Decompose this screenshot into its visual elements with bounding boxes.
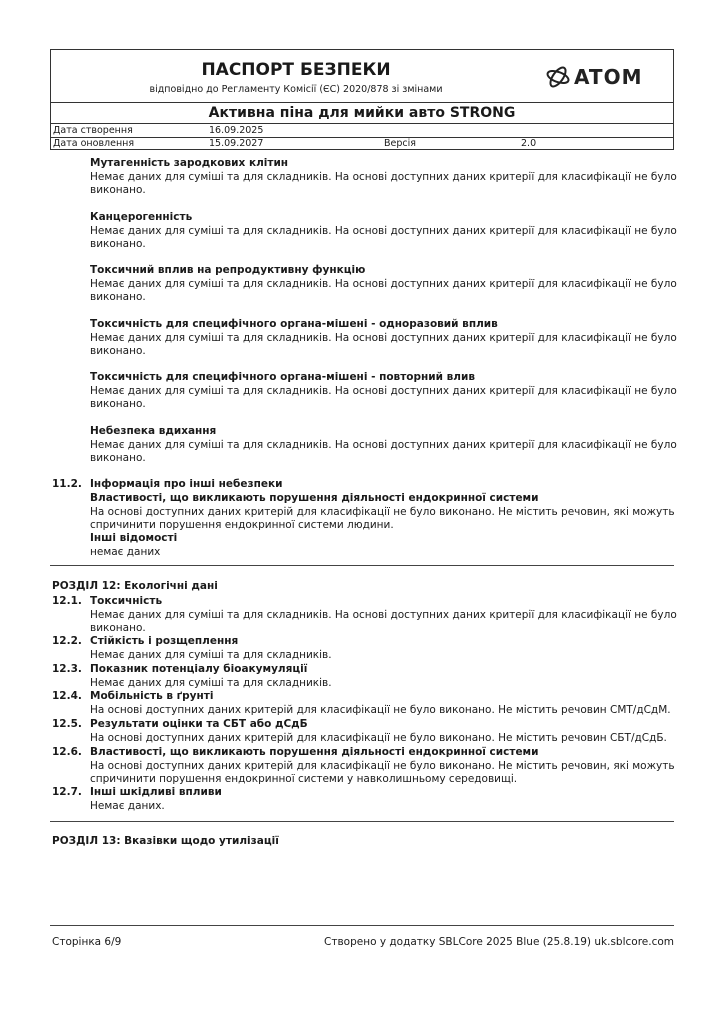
paragraph-line: виконано.	[90, 452, 146, 464]
created-value: 16.09.2025	[209, 125, 264, 136]
subsection-title: Токсичність для специфічного органа-мішені - повторний влив	[90, 371, 475, 383]
paragraph-line: На основі доступних даних критерій для класифікації не було виконано. Не містить речовин, які можуть	[90, 760, 675, 772]
section-divider	[50, 565, 674, 566]
paragraph-line: виконано.	[90, 622, 146, 634]
paragraph-line: Немає даних для суміші та для складників.	[90, 677, 332, 689]
paragraph-line: На основі доступних даних критерій для класифікації не було виконано. Не містить речовин СМТ/дСдМ.	[90, 704, 671, 716]
subsection-title: Небезпека вдихання	[90, 425, 217, 437]
page-number: Сторінка 6/9	[52, 936, 122, 948]
section-number: 12.7.	[52, 786, 82, 798]
product-name: Активна піна для мийки авто STRONG	[51, 102, 673, 124]
paragraph-line: Немає даних для суміші та для складників. На основі доступних даних критерії для класифікації не було	[90, 385, 677, 397]
paragraph-line: виконано.	[90, 291, 146, 303]
section-number: 12.1.	[52, 595, 82, 607]
paragraph-line: Немає даних для суміші та для складників. На основі доступних даних критерії для класифікації не було	[90, 171, 677, 183]
subsection-title: Мутагенність зародкових клітин	[90, 157, 289, 169]
updated-value: 15.09.2027	[209, 138, 264, 149]
subsection-title: Результати оцінки та СБТ або дСдБ	[90, 718, 308, 730]
paragraph-line: На основі доступних даних критерій для класифікації не було виконано. Не містить речовин СБТ/дСдБ.	[90, 732, 667, 744]
paragraph-line: Немає даних для суміші та для складників. На основі доступних даних критерії для класифікації не було	[90, 332, 677, 344]
updated-label: Дата оновлення	[53, 138, 135, 149]
subsection-title: Властивості, що викликають порушення діяльності ендокринної системи	[90, 492, 539, 504]
subsection-title: Токсичний вплив на репродуктивну функцію	[90, 264, 366, 276]
paragraph-line: Немає даних для суміші та для складників.	[90, 649, 332, 661]
section-divider	[50, 821, 674, 822]
paragraph-line: На основі доступних даних критерій для класифікації не було виконано. Не містить речовин, які можуть	[90, 506, 675, 518]
section-number: 12.2.	[52, 635, 82, 647]
subsection-title: Токсичність	[90, 595, 163, 607]
section-number: 12.3.	[52, 663, 82, 675]
subsection-title: Властивості, що викликають порушення діяльності ендокринної системи	[90, 746, 539, 758]
paragraph-line: Немає даних для суміші та для складників. На основі доступних даних критерії для класифікації не було	[90, 225, 677, 237]
section-number: 12.6.	[52, 746, 82, 758]
footer-divider	[50, 925, 674, 926]
document-title: ПАСПОРТ БЕЗПЕКИ	[201, 60, 391, 80]
paragraph-line: виконано.	[90, 238, 146, 250]
section-heading: РОЗДІЛ 12: Екологічні дані	[52, 580, 218, 592]
section-number: 11.2.	[52, 478, 82, 490]
paragraph-line: виконано.	[90, 345, 146, 357]
atom-logo-icon	[545, 65, 571, 89]
paragraph-line: Немає даних для суміші та для складників. На основі доступних даних критерії для класифікації не було	[90, 278, 677, 290]
paragraph-line: виконано.	[90, 184, 146, 196]
document-header	[50, 49, 674, 150]
logo-text: ATOM	[574, 65, 643, 89]
company-logo	[545, 64, 673, 90]
subsection-title: Токсичність для специфічного органа-мішені - одноразовий вплив	[90, 318, 498, 330]
subsection-title: Інформація про інші небезпеки	[90, 478, 283, 490]
subsection-title: Показник потенціалу біоакумуляції	[90, 663, 308, 675]
paragraph-line: Немає даних для суміші та для складників. На основі доступних даних критерії для класифікації не було	[90, 439, 677, 451]
document-subtitle: відповідно до Регламенту Комісії (ЄС) 2020/878 зі змінами	[149, 84, 443, 95]
paragraph-line: спричинити порушення ендокринної системи у навколишньому середовищі.	[90, 773, 518, 785]
paragraph-line: спричинити порушення ендокринної системи людини.	[90, 519, 394, 531]
paragraph-line: Немає даних.	[90, 800, 165, 812]
created-label: Дата створення	[53, 125, 133, 136]
subsection-title: Стійкість і розщеплення	[90, 635, 239, 647]
section-number: 12.4.	[52, 690, 82, 702]
meta-row-created	[51, 124, 673, 138]
meta-row-updated	[51, 137, 673, 150]
subsection-title: Інші шкідливі впливи	[90, 786, 222, 798]
subsection-title: Мобільність в ґрунті	[90, 690, 214, 702]
subsection-title: Канцерогенність	[90, 211, 193, 223]
paragraph-line: Немає даних для суміші та для складників. На основі доступних даних критерії для класифікації не було	[90, 609, 677, 621]
footer-created-with: Створено у додатку SBLCore 2025 Blue (25.8.19) uk.sblcore.com	[324, 936, 674, 948]
section-number: 12.5.	[52, 718, 82, 730]
paragraph-line: виконано.	[90, 398, 146, 410]
version-label: Версія	[384, 138, 416, 149]
paragraph-line: немає даних	[90, 546, 161, 558]
subsection-title: Інші відомості	[90, 532, 178, 544]
section-heading: РОЗДІЛ 13: Вказівки щодо утилізації	[52, 835, 279, 847]
version-value: 2.0	[521, 138, 537, 149]
